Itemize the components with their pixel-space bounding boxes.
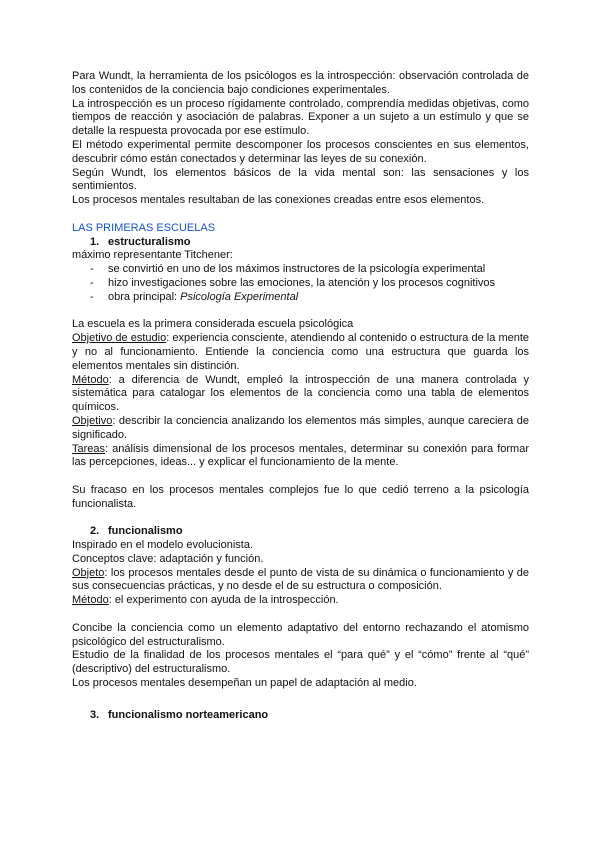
list-item: - hizo investigaciones sobre las emociones, la atención y los procesos cognitivos — [72, 277, 529, 291]
definition-metodo — [72, 374, 529, 415]
definition-label: Método — [72, 594, 109, 607]
subheading-number: 3. — [90, 708, 100, 721]
paragraph: Estudio de la finalidad de los procesos mentales el “para qué” y el “cómo” frente al “qué” (descriptivo) del estructuralismo. — [72, 649, 529, 676]
definition-tareas — [72, 443, 529, 471]
definition-objetivo — [72, 415, 529, 443]
definition-label: Objeto — [72, 566, 105, 579]
subheading-estructuralismo — [90, 236, 529, 250]
intro-paragraph-1: Para Wundt, la herramienta de los psicólogos es la introspección: observación controlada de los contenidos de la conciencia bajo condiciones experimentales. — [72, 70, 529, 96]
document-page — [72, 70, 529, 722]
intro-paragraph-2: La introspección es un proceso rígidamente controlado, comprendía medidas objetivas, como tiempos de reacción y asociación de palabras. Exponer a un sujeto a un estímulo y que se detalle la respuesta provocada por ese estímulo. — [72, 97, 529, 138]
intro-paragraph-3: El método experimental permite descomponer los procesos conscientes en sus elementos, descubrir cómo están conectados y determinar las leyes de su conexión. — [72, 138, 529, 165]
book-title: Psicología Experimental — [180, 290, 299, 303]
definition-label: Objetivo de estudio — [72, 332, 167, 345]
list-item — [72, 291, 529, 305]
paragraph: La escuela es la primera considerada escuela psicológica — [72, 318, 354, 331]
representative-line: máximo representante Titchener: — [72, 249, 233, 262]
subheading-title: funcionalismo — [108, 525, 183, 538]
subheading-number: 2. — [90, 525, 100, 538]
section-heading: LAS PRIMERAS ESCUELAS — [72, 221, 216, 234]
paragraph: Conceptos clave: adaptación y función. — [72, 552, 264, 565]
subheading-funcionalismo-norteamericano — [90, 709, 529, 723]
definition-text: : análisis dimensional de los procesos mentales, determinar su conexión para formar las percepciones, ideas... y explicar el funcionamiento de la mente. — [72, 442, 529, 469]
definition-objeto — [72, 567, 529, 595]
definition-metodo — [72, 594, 529, 608]
list-item: - se convirtió en uno de los máximos instructores de la psicología experimental — [72, 263, 529, 277]
definition-text: : describir la conciencia analizando los elementos más simples, aunque careciera de significado. — [72, 414, 529, 441]
subheading-number: 1. — [90, 235, 100, 248]
definition-text: : los procesos mentales desde el punto de vista de su dinámica o funcionamiento y de sus consecuencias prácticas, y no desde el de su estructura o composición. — [72, 566, 529, 593]
intro-paragraph-4: Según Wundt, los elementos básicos de la vida mental son: las sensaciones y los sentimientos. — [72, 166, 529, 193]
paragraph: Concibe la conciencia como un elemento adaptativo del entorno rechazando el atomismo psicológico del estructuralismo. — [72, 621, 529, 648]
bullet-list — [72, 263, 529, 304]
subheading-title: funcionalismo norteamericano — [108, 708, 269, 721]
intro-paragraph-5: Los procesos mentales resultaban de las conexiones creadas entre esos elementos. — [72, 194, 485, 207]
list-item-text: obra principal: — [108, 290, 181, 303]
definition-label: Tareas — [72, 442, 106, 455]
definition-label: Método — [72, 373, 109, 386]
paragraph: Su fracaso en los procesos mentales complejos fue lo que cedió terreno a la psicología funcionalista. — [72, 483, 529, 510]
subheading-funcionalismo — [90, 525, 529, 539]
definition-label: Objetivo — [72, 414, 113, 427]
subheading-title: estructuralismo — [108, 235, 191, 248]
definition-objeto-estudio — [72, 332, 529, 373]
definition-text: : a diferencia de Wundt, empleó la introspección de una manera controlada y sistemática para catalogar los elementos de la conciencia como una tabla de elementos químicos. — [72, 373, 529, 414]
definition-text: : experiencia consciente, atendiendo al contenido o estructura de la mente y no al funcionamiento. Entiende la conciencia como una estructura que guarda los elementos mentales sin distinción. — [72, 332, 530, 372]
paragraph: Los procesos mentales desempeñan un papel de adaptación al medio. — [72, 677, 417, 690]
paragraph: Inspirado en el modelo evolucionista. — [72, 539, 254, 552]
definition-text: : el experimento con ayuda de la introspección. — [108, 594, 339, 607]
